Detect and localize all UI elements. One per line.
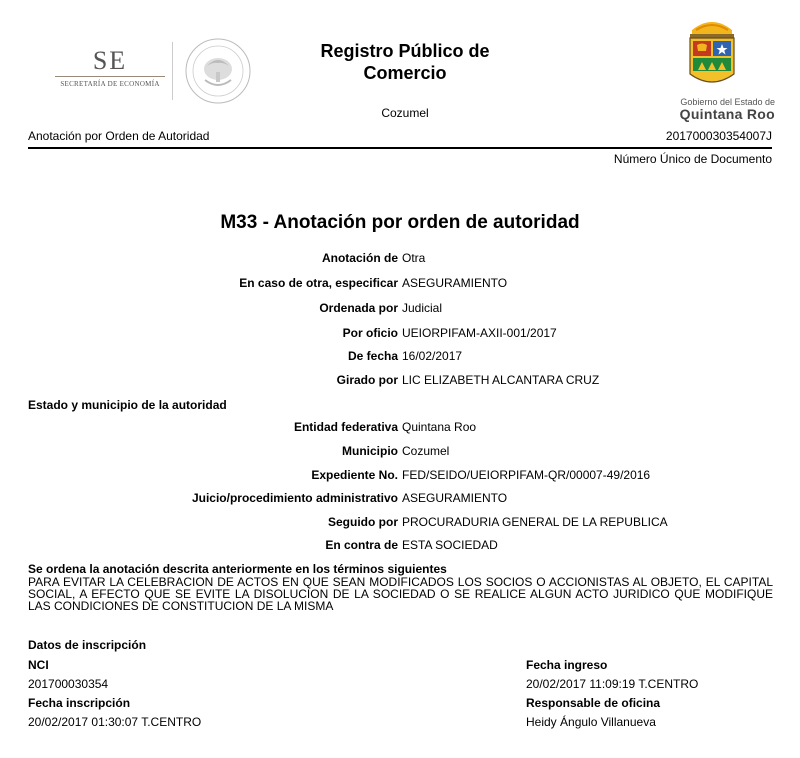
quintana-roo-logo <box>650 18 775 121</box>
fecha-inscripcion-value: 20/02/2017 01:30:07 T.CENTRO <box>28 715 202 729</box>
field-label: Entidad federativa <box>293 420 398 434</box>
field-de-fecha <box>0 349 800 365</box>
field-value: UEIORPIFAM-AXII-001/2017 <box>402 326 557 340</box>
field-municipio <box>0 444 800 460</box>
responsable-label: Responsable de oficina <box>526 696 661 710</box>
field-value: LIC ELIZABETH ALCANTARA CRUZ <box>402 373 600 387</box>
field-ordenada-por <box>0 301 800 317</box>
field-anotacion-de <box>0 251 800 267</box>
inscripcion-heading: Datos de inscripción <box>28 638 147 652</box>
quintana-roo-shield-icon <box>650 18 775 92</box>
state-logo-line2: Quintana Roo <box>679 106 775 122</box>
field-label: Expediente No. <box>311 468 398 482</box>
field-girado-por <box>0 373 800 389</box>
field-label: Por oficio <box>342 326 398 340</box>
field-seguido-por <box>0 515 800 531</box>
terms-heading: Se ordena la anotación descrita anteriormente en los términos siguientes <box>28 562 447 576</box>
field-label: Seguido por <box>328 515 398 529</box>
field-label: Municipio <box>342 444 398 458</box>
se-logo-divider <box>55 76 165 77</box>
field-expediente <box>0 468 800 484</box>
terms-text: PARA EVITAR LA CELEBRACION DE ACTOS EN QUE SEAN MODIFICADOS LOS SOCIOS O ACCIONISTAS AL OBJETO, EL CAPITAL SOCIAL, A EFECTO QUE SE EVITE LA DISOLUCION DE LA SOCIEDAD O SE REALICE ALGUN ACTO JURIDICO QUE MODIFIQUE LAS CONDICIONES DE CONSTITUCION DE LA MISMA <box>28 575 773 613</box>
field-label: Anotación de <box>321 251 398 265</box>
nci-label: NCI <box>28 658 49 672</box>
field-entidad-federativa <box>0 420 800 436</box>
document-number-label: Número Único de Documento <box>613 152 772 166</box>
field-por-oficio <box>0 326 800 342</box>
logo-divider <box>172 42 173 100</box>
state-logo-line1: Gobierno del Estado de <box>680 97 775 107</box>
se-logo <box>55 48 165 88</box>
form-title: M33 - Anotación por orden de autoridad <box>220 212 580 233</box>
field-juicio <box>0 491 800 507</box>
page-title: Registro Público de Comercio <box>320 41 490 83</box>
field-label: En caso de otra, especificar <box>239 276 398 290</box>
field-label: Juicio/procedimiento administrativo <box>191 491 398 505</box>
field-label: Ordenada por <box>319 301 398 315</box>
document-number: 201700030354007J <box>665 129 772 143</box>
responsable-value: Heidy Ángulo Villanueva <box>526 715 656 729</box>
field-en-contra-de <box>0 538 800 554</box>
se-logo-text: SE <box>92 46 128 75</box>
nci-value: 201700030354 <box>28 677 109 691</box>
field-value: Judicial <box>402 301 443 315</box>
field-label: Girado por <box>336 373 398 387</box>
field-value: ESTA SOCIEDAD <box>402 538 498 552</box>
se-logo-subtext: SECRETARÍA DE ECONOMÍA <box>60 80 160 88</box>
mexico-seal-icon <box>183 36 253 106</box>
field-value: 16/02/2017 <box>402 349 463 363</box>
field-value: Quintana Roo <box>402 420 477 434</box>
field-especificar <box>0 276 800 292</box>
field-value: FED/SEIDO/UEIORPIFAM-QR/00007-49/2016 <box>402 468 651 482</box>
field-value: Otra <box>402 251 426 265</box>
field-label: De fecha <box>347 349 398 363</box>
fecha-ingreso-value: 20/02/2017 11:09:19 T.CENTRO <box>526 677 699 691</box>
field-value: ASEGURAMIENTO <box>402 276 508 290</box>
office-city: Cozumel <box>381 106 429 120</box>
fecha-inscripcion-label: Fecha inscripción <box>28 696 131 710</box>
header-rule <box>28 147 772 149</box>
field-label: En contra de <box>325 538 398 552</box>
field-value: Cozumel <box>402 444 450 458</box>
field-value: ASEGURAMIENTO <box>402 491 508 505</box>
fecha-ingreso-label: Fecha ingreso <box>526 658 608 672</box>
section-estado-heading: Estado y municipio de la autoridad <box>28 398 227 412</box>
field-value: PROCURADURIA GENERAL DE LA REPUBLICA <box>402 515 668 529</box>
document-type: Anotación por Orden de Autoridad <box>28 129 210 143</box>
